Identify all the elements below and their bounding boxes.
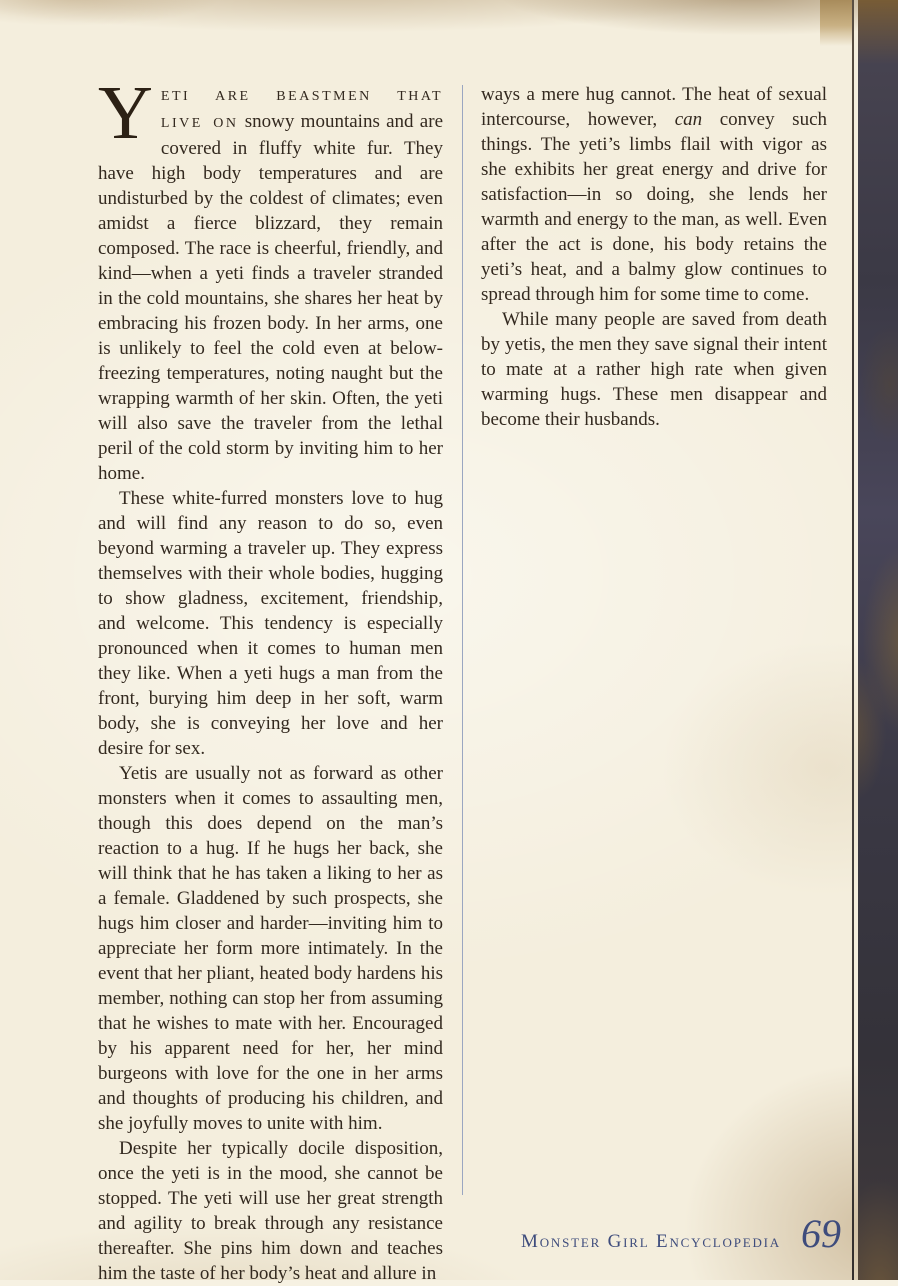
drop-cap: Y bbox=[98, 71, 153, 155]
paragraph-4-right-pre: ways a mere hug cannot. The heat of sexual intercourse, however, bbox=[481, 84, 827, 130]
lead-smallcaps-text: ETI ARE BEASTMEN THAT LIVE ON bbox=[160, 89, 443, 131]
paragraph-1 bbox=[98, 71, 443, 486]
paragraph-5: While many people are saved from death by yetis, the men they save signal their intent to mate at a rather high rate when given warming hugs. These men disappear and become their husbands. bbox=[481, 309, 827, 430]
column-divider-rule bbox=[462, 85, 463, 1195]
italic-word: can bbox=[674, 109, 703, 130]
column-right bbox=[481, 82, 827, 432]
paragraph-4-right-post: convey such things. The yeti’s limbs flail with vigor as she exhibits her great energy and drive for satisfaction—in so doing, she lends her warmth and energy to the man, as well. Even after the act is done, his body retains the yeti’s heat, and a balmy glow continues to spread through him for some time to come. bbox=[481, 109, 827, 305]
paragraph-4-left: Despite her typically docile disposition, once the yeti is in the mood, she cannot be stopped. The yeti will use her great strength and agility to break through any resistance thereafter. She pins him down and teaches him the taste of her body’s heat and allure in bbox=[98, 1138, 443, 1284]
paragraph-4-right bbox=[481, 82, 827, 307]
paragraph-2: These white-furred monsters love to hug and will find any reason to do so, even beyond warming a traveler up. They express themselves with their whole bodies, hugging to show gladness, excitement, friendship, and welcome. This tendency is especially pronounced when it comes to human men they like. When a yeti hugs a man from the front, burying him deep in her soft, warm body, she is conveying her love and her desire for sex. bbox=[98, 488, 443, 759]
page-footer bbox=[521, 1211, 841, 1256]
spine-rule bbox=[852, 0, 854, 1280]
page-number: 69 bbox=[801, 1211, 841, 1256]
column-left bbox=[98, 71, 443, 1286]
top-right-stain bbox=[820, 0, 854, 46]
paragraph-3: Yetis are usually not as forward as other monsters when it comes to assaulting men, though this does depend on the man’s reaction to a hug. If he hugs her back, she will think that he has taken a liking to her as a female. Gladdened by such prospects, she hugs him closer and harder—inviting him to appreciate her form more intimately. In the event that her pliant, heated body hardens his member, nothing can stop her from assuming that he wishes to mate with her. Encouraged by his apparent need for her, her mind burgeons with love for the one in her arms and thoughts of producing his children, and she joyfully moves to unite with him. bbox=[98, 763, 443, 1134]
book-edge-band bbox=[858, 0, 898, 1280]
paragraph-1-text: snowy mountains and are covered in fluffy white fur. They have high body temperatures and are undisturbed by the coldest of climates; even amidst a fierce blizzard, they remain composed. The race is cheerful, friendly, and kind—when a yeti finds a traveler stranded in the cold mountains, she shares her heat by embracing his frozen body. In her arms, one is unlikely to feel the cold even at below-freezing temperatures, noting naught but the wrapping warmth of her skin. Often, the yeti will also save the traveler from the lethal peril of the cold storm by inviting him to her home. bbox=[98, 111, 443, 484]
book-title: Monster Girl Encyclopedia bbox=[521, 1231, 781, 1252]
